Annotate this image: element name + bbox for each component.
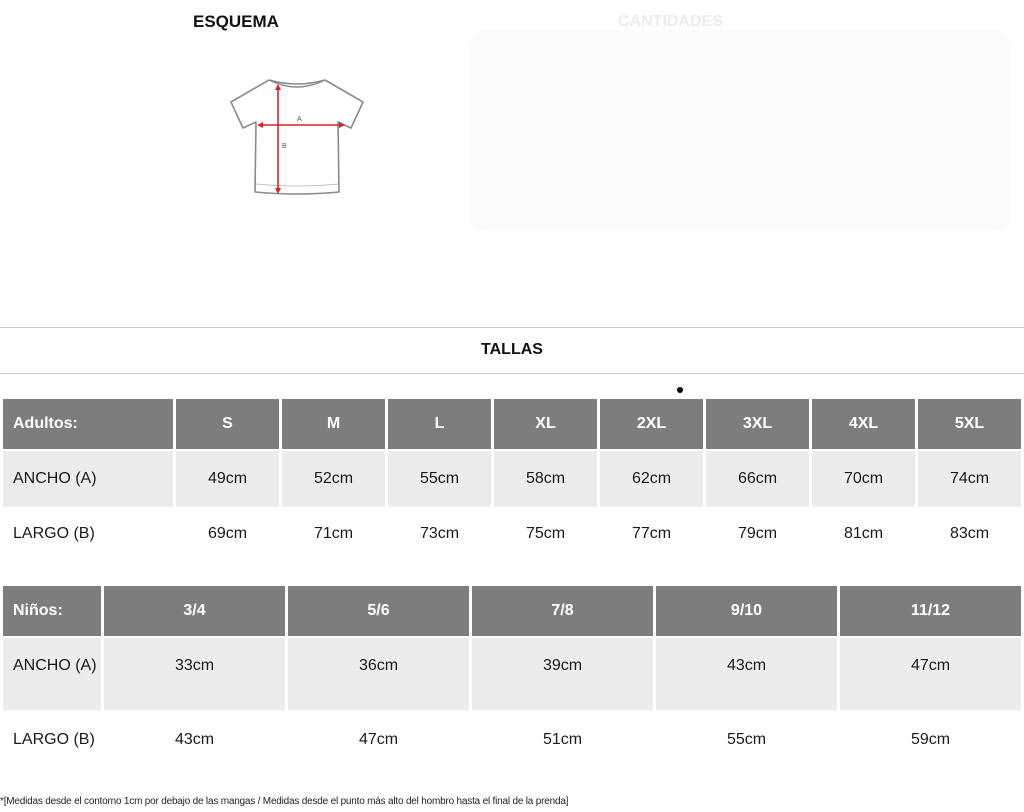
esquema-title: ESQUEMA: [193, 12, 279, 31]
row-label: LARGO (B): [13, 731, 95, 748]
table-cell: 79cm: [737, 525, 778, 542]
table-cell: 51cm: [542, 731, 583, 748]
size-header: XL: [494, 399, 597, 449]
adult-size-table: [0, 397, 1024, 561]
size-header: 7/8: [472, 586, 653, 636]
table-cell: 70cm: [812, 451, 915, 507]
kids-header-row: [3, 586, 1021, 636]
table-row: [3, 712, 1021, 786]
table-cell: 83cm: [949, 525, 990, 542]
tallas-title: TALLAS: [481, 341, 543, 358]
row-label: ANCHO (A): [3, 451, 173, 507]
table-cell: 59cm: [910, 731, 951, 748]
divider-top: [0, 327, 1024, 328]
row-label: LARGO (B): [13, 525, 95, 542]
table-cell: 74cm: [918, 451, 1021, 507]
size-header: L: [388, 399, 491, 449]
size-header: S: [176, 399, 279, 449]
table-cell: 47cm: [358, 731, 399, 748]
cantidades-title: CANTIDADES: [618, 13, 723, 30]
tshirt-outline: [231, 80, 363, 194]
tshirt-diagram: [225, 70, 370, 202]
table-cell: 66cm: [706, 451, 809, 507]
table-cell: 55cm: [726, 731, 767, 748]
label-a: A: [297, 116, 302, 123]
table-cell: 39cm: [472, 638, 653, 710]
table-cell: 81cm: [843, 525, 884, 542]
table-cell: 52cm: [282, 451, 385, 507]
size-header: 9/10: [656, 586, 837, 636]
table-cell: 58cm: [494, 451, 597, 507]
adult-header-row: [3, 399, 1021, 449]
table-cell: 33cm: [104, 638, 285, 710]
table-cell: 43cm: [174, 731, 215, 748]
label-b: B: [282, 143, 287, 150]
table-cell: 71cm: [313, 525, 354, 542]
size-header: 3XL: [706, 399, 809, 449]
size-header: 11/12: [840, 586, 1021, 636]
table-cell: 69cm: [207, 525, 248, 542]
size-header: 5XL: [918, 399, 1021, 449]
table-cell: 43cm: [656, 638, 837, 710]
table-cell: 36cm: [288, 638, 469, 710]
table-cell: 73cm: [419, 525, 460, 542]
table-cell: 49cm: [176, 451, 279, 507]
footnote: *[Medidas desde el contorno 1cm por debajo de las mangas / Medidas desde el punto más alto del hombro hasta el final de la prenda]: [0, 796, 569, 807]
size-header: 5/6: [288, 586, 469, 636]
table-row: [3, 451, 1021, 507]
kids-size-table: [0, 584, 1024, 788]
table-cell: 77cm: [631, 525, 672, 542]
row-label: ANCHO (A): [3, 638, 101, 710]
kids-header-label: Niños:: [3, 586, 101, 636]
divider-bottom: [0, 373, 1024, 374]
adult-header-label: Adultos:: [3, 399, 173, 449]
table-row: [3, 638, 1021, 710]
size-header: 4XL: [812, 399, 915, 449]
table-row: [3, 509, 1021, 559]
table-cell: 75cm: [525, 525, 566, 542]
cantidades-panel: [470, 30, 1010, 230]
table-cell: 55cm: [388, 451, 491, 507]
table-cell: 62cm: [600, 451, 703, 507]
table-cell: 47cm: [840, 638, 1021, 710]
size-header: 3/4: [104, 586, 285, 636]
dot-mark: [677, 387, 683, 393]
size-header: 2XL: [600, 399, 703, 449]
size-header: M: [282, 399, 385, 449]
